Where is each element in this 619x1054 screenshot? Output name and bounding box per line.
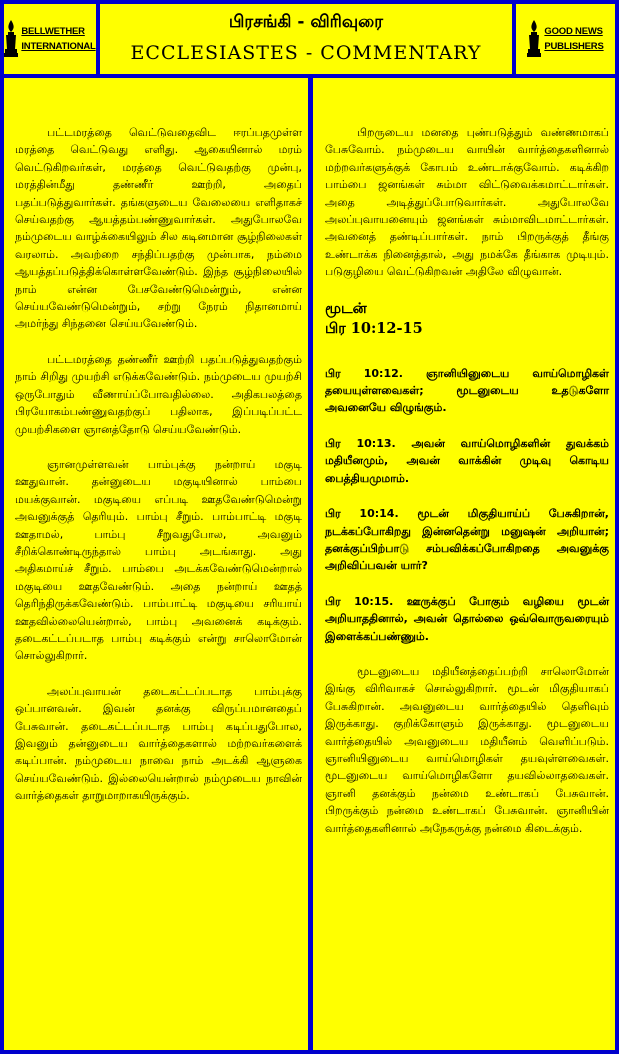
left-column (4, 78, 308, 1050)
section-heading-title: மூடன் (325, 299, 367, 317)
flame-lamp-icon (4, 19, 18, 59)
closing-paragraph: மூடனுடைய மதியீனத்தைப்பற்றி சாலொமோன் இங்கு விரிவாகச் சொல்லுகிறார். மூடன் மிகுதியாகப் பேசுகிறான். அவனுடைய வார்த்தையில் தெளிவும் இருக்காது. குறிக்கோளும் இருக்காது. மூடனுடைய வார்த்தையில் அவனுடைய மதியீனம் வெளிப்படும். ஞானியினுடைய வாய்மொழிகள் தயவுள்ளவைகள். மூடனுடைய வாய்மொழிகளோ தயவில்லாதவைகள். ஞானி தனக்கும் நன்மை உண்டாகப் பேசுவான். பிறருக்கும் நன்மை உண்டாகப் பேசுவான். ஞானியின் வார்த்தைகளினால் அநேகருக்கு நன்மை கிடைக்கும். (325, 664, 609, 835)
logo-right-line1: GOOD NEWS (544, 26, 603, 37)
verse-10-14: பிர 10:14. மூடன் மிகுதியாய்ப் பேசுகிறான், நடக்கப்போகிறது இன்னதென்று மனுஷன் அறியான்; தனக்குப்பிற்பாடு சம்பவிக்கப்போகிறதை அவனுக்கு அறிவிப்பவன் யார்? (325, 507, 609, 573)
flame-lamp-icon (527, 19, 541, 59)
section-heading-reference: பிர 10:12-15 (325, 319, 423, 337)
logo-left-line2: INTERNATIONAL (21, 41, 96, 52)
logo-left-line1: BELLWETHER (21, 26, 85, 37)
logo-right-line2: PUBLISHERS (544, 41, 604, 52)
paragraph-3: ஞானமுள்ளவன் பாம்புக்கு நன்றாய் மகுடி ஊதுவான். தன்னுடைய மகுடியினால் பாம்பை மயக்குவான். மகுடியை எப்படி ஊதவேண்டுமென்று அவனுக்குத் தெரியும். பாம்பு சீறும். பாம்பாட்டி மகுடி ஊதாமல், பாம்பு சீறுவதுபோல, அவனும் சீறிக்கொண்டிருந்தால் பாம்பு அடங்காது. அது அதிகமாய்ச் சீறும். பாம்பை அடக்கவேண்டுமென்றால் மகுடியை ஊதவேண்டும். அதை நன்றாய் ஊதத் தெரிந்திருக்கவேண்டும். பாம்பாட்டி மகுடியை சரியாய் ஊதவில்லையென்றால், பாம்பு அவனைக் கடிக்கும். தடைகட்டப்படாத பாம்பு கடிக்கும் என்று சாலொமோன் சொல்லுகிறார். (15, 457, 302, 663)
title-tamil: பிரசங்கி - விரிவுரை (228, 12, 384, 32)
intro-paragraph: பிறருடைய மனதை புண்படுத்தும் வண்ணமாகப் பேசுவோம். நம்முடைய வாயின் வார்த்தைகளினால் மற்றவர்களுக்குக் கோபம் உண்டாக்குவோம். கடிக்கிற பாம்பை ஜனங்கள் சும்மா விட்டுவைக்கமாட்டார்கள். அதை அடித்துப்போடுவார்கள். அதுபோலவே அலப்புவாயனையும் ஜனங்கள் சும்மாவிடமாட்டார்கள். அவனைத் தண்டிப்பார்கள். நாம் பிறருக்குத் தீங்கு உண்டாக்க நினைத்தால், அது நமக்கே தீங்காக முடியும். படுகுழியை வெட்டுகிறவன் அதிலே விழுவான். (325, 126, 609, 279)
paragraph-2: பட்டமரத்தை தண்ணீர் ஊற்றி பதப்படுத்துவதற்கும் நாம் சிறிது முயற்சி எடுக்கவேண்டும். நம்முடைய முயற்சி ஒருபோதும் வீணாய்ப்போவதில்லை. அதிகபலத்தை பிரயோகம்பண்ணுவதற்குப் பதிலாக, இப்படிப்பட்ட முயற்சிகளை ஞானத்தோடு செய்யவேண்டும். (15, 352, 302, 436)
verse-10-15: பிர 10:15. ஊருக்குப் போகும் வழியை மூடன் அறியாததினால், அவன் தொல்லை ஒவ்வொருவரையும் இளைக்கப்பண்ணும். (325, 594, 609, 643)
verse-10-13: பிர 10:13. அவன் வாய்மொழிகளின் துவக்கம் மதியீனமும், அவன் வாக்கின் முடிவு கொடிய பைத்தியமுமாம். (325, 436, 609, 485)
paragraph-4: அலப்புவாயன் தடைகட்டப்படாத பாம்புக்கு ஒப்பானவன். இவன் தனக்கு விருப்பமானதைப் பேசுவான். தடைகட்டப்படாத பாம்பு கடிப்பதுபோல, இவனும் தன்னுடைய வார்த்தைகளால் மற்றவர்களைக் கடிப்பான். நம்முடைய நாவை நாம் அடக்கி ஆளுகை செய்யவேண்டும். இல்லையென்றால் நம்முடைய நாவின் வார்த்தைகள் தாறுமாறாகயிருக்கும். (15, 684, 302, 803)
paragraph-1: பட்டமரத்தை வெட்டுவதைவிட ஈரப்பதமுள்ள மரத்தை வெட்டுவது எளிது. ஆகையினால் மரம் வெட்டுகிறவர்கள், மரத்தை வெட்டுவதற்கு முன்பு, மரத்தின்மீது தண்ணீர் ஊற்றி, அதைப் பதப்படுத்துவார்கள். தங்களுடைய வேலையை எளிதாகச் செய்வதற்கு ஆயத்தம்பண்ணுவார்கள். அதுபோலவே நம்முடைய வாழ்க்கையிலும் சில கடினமான சூழ்நிலைகள் வரலாம். அவற்றை சந்திப்பதற்கு முன்பாக, நம்மை ஆயத்தப்படுத்திக்கொள்ளவேண்டும். இந்த சூழ்நிலையில் நாம் என்ன பேசவேண்டுமென்றும், என்ன செய்யவேண்டுமென்றும், சற்று நேரம் நிதானமாய் அமர்ந்து சிந்தனை செய்யவேண்டும். (15, 126, 302, 331)
right-column (313, 78, 615, 1050)
logo-good-news (516, 4, 615, 74)
verse-10-12: பிர 10:12. ஞானியினுடைய வாய்மொழிகள் தயையுள்ளவைகள்; மூடனுடைய உதடுகளோ அவனையே விழுங்கும். (325, 366, 609, 415)
title-banner (100, 4, 512, 74)
title-english: ECCLESIASTES - COMMENTARY (130, 42, 482, 64)
logo-bellwether (4, 4, 96, 74)
section-heading (325, 299, 609, 339)
